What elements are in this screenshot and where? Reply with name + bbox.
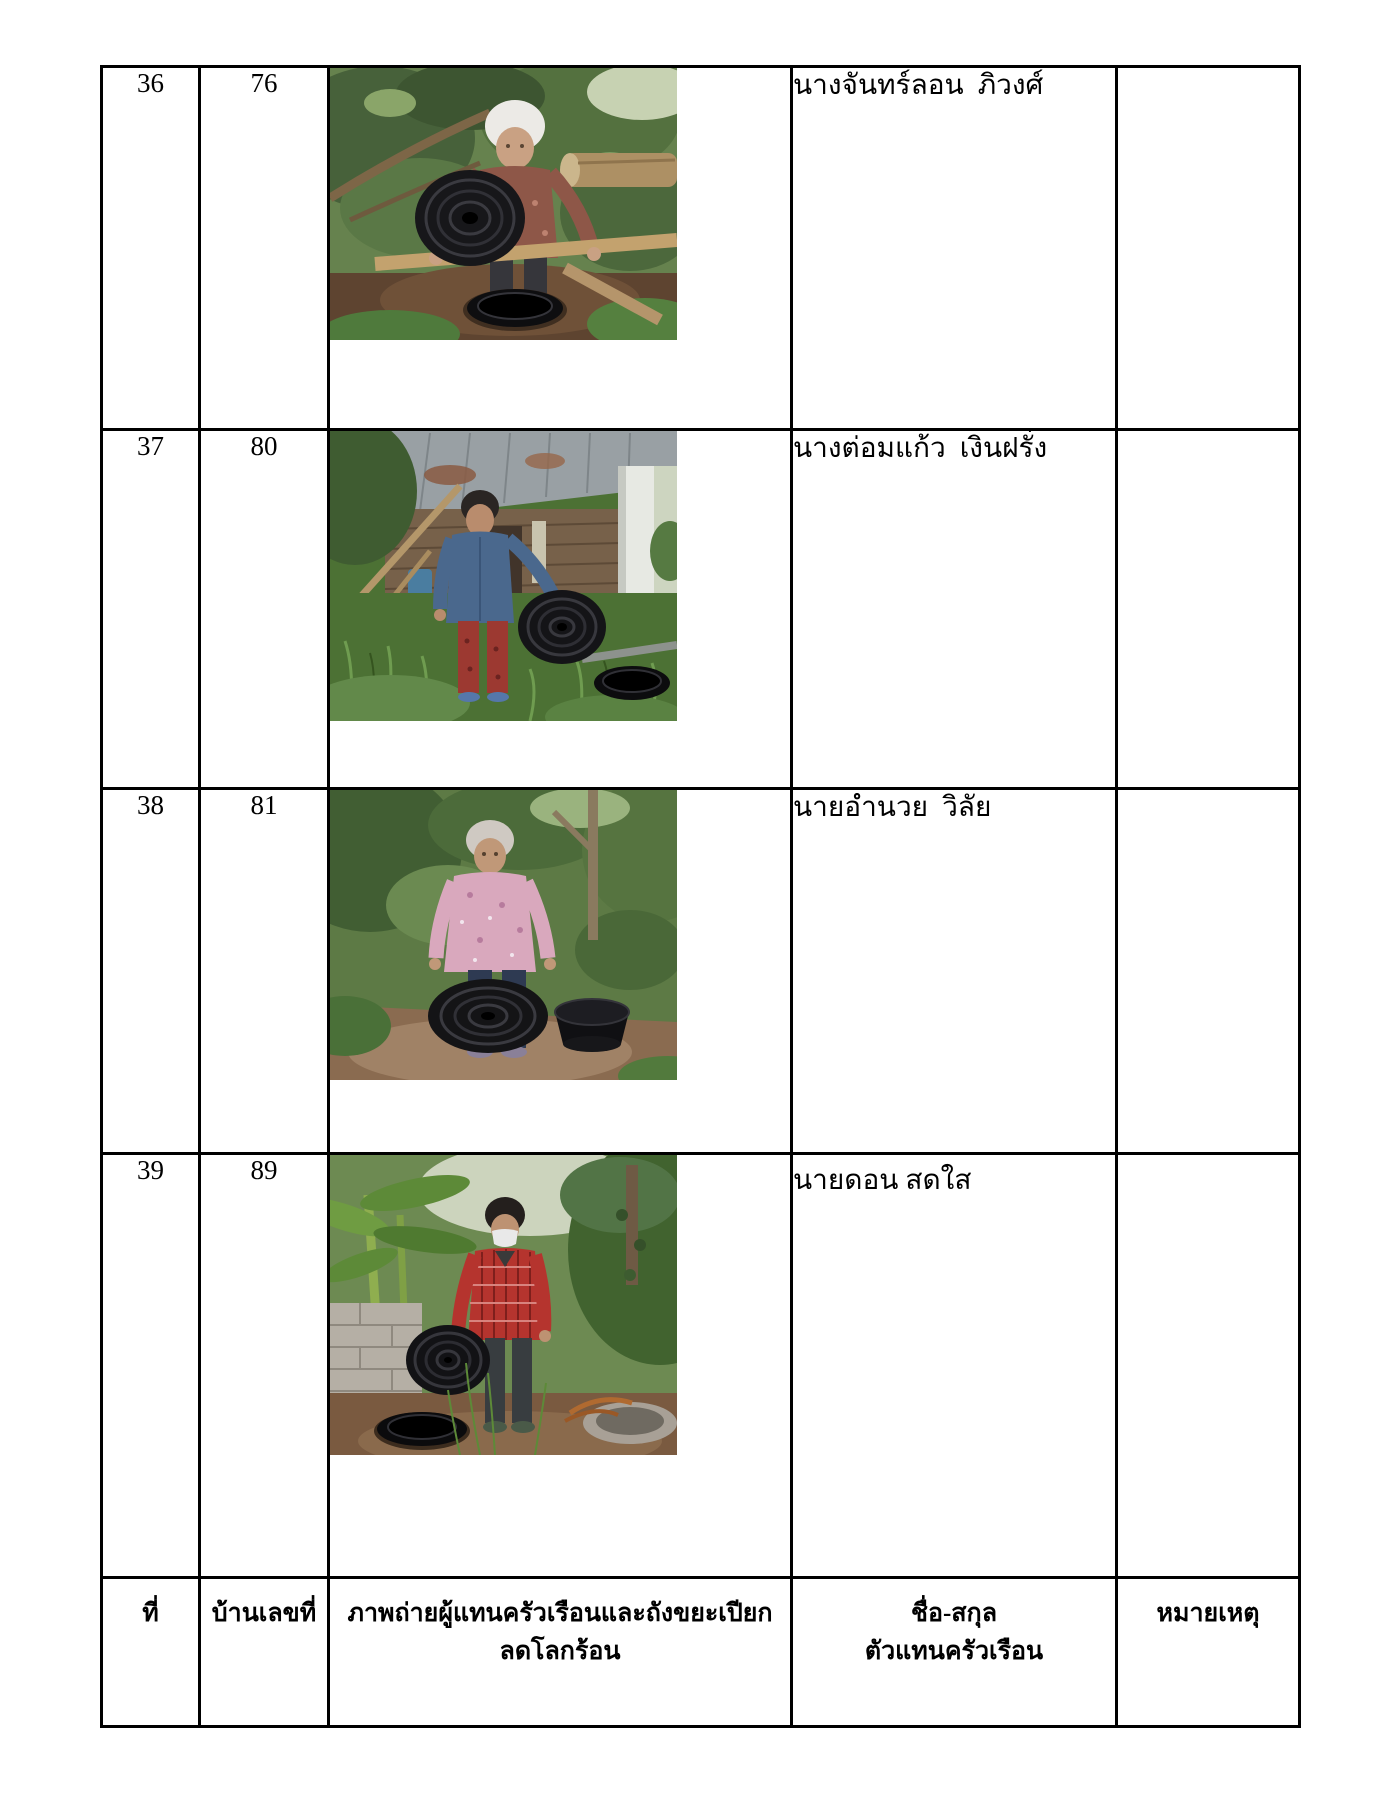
remark-cell bbox=[1117, 430, 1300, 789]
header-no: ที่ bbox=[102, 1578, 200, 1727]
remark-cell bbox=[1117, 67, 1300, 430]
photo-cell bbox=[329, 1154, 792, 1578]
wet-waste-bin-lid-icon bbox=[406, 1325, 490, 1395]
name-cell: นายดอน สดใส bbox=[792, 1154, 1117, 1578]
table-row bbox=[102, 789, 1300, 1154]
header-photo-line1: ภาพถ่ายผู้แทนครัวเรือนและถังขยะเปียก bbox=[347, 1600, 773, 1627]
row-number-cell: 36 bbox=[102, 67, 200, 430]
photo-illustration bbox=[330, 68, 677, 340]
remark-cell bbox=[1117, 789, 1300, 1154]
buried-waste-bucket-icon bbox=[463, 289, 567, 331]
name-cell: นายอำนวย วิลัย bbox=[792, 789, 1117, 1154]
name-cell: นางต่อมแก้ว เงินฝรั่ง bbox=[792, 430, 1117, 789]
header-remark: หมายเหตุ bbox=[1117, 1578, 1300, 1727]
photo-cell bbox=[329, 67, 792, 430]
table-header-row bbox=[102, 1578, 1300, 1727]
table-row bbox=[102, 67, 1300, 430]
wet-waste-bin-lid-icon bbox=[415, 170, 525, 266]
row-number-cell: 39 bbox=[102, 1154, 200, 1578]
header-name-line2: ตัวแทนครัวเรือน bbox=[864, 1638, 1044, 1665]
household-photo bbox=[330, 68, 790, 340]
tree-trunk bbox=[588, 790, 598, 940]
table-row bbox=[102, 1154, 1300, 1578]
waste-bucket-icon bbox=[555, 999, 629, 1052]
header-photo bbox=[329, 1578, 792, 1727]
header-name bbox=[792, 1578, 1117, 1727]
row-number-cell: 38 bbox=[102, 789, 200, 1154]
header-house-no: บ้านเลขที่ bbox=[200, 1578, 329, 1727]
photo-illustration bbox=[330, 431, 677, 721]
remark-cell bbox=[1117, 1154, 1300, 1578]
photo-cell bbox=[329, 430, 792, 789]
wet-waste-bin-lid-icon bbox=[518, 590, 606, 664]
house-number-cell: 80 bbox=[200, 430, 329, 789]
buried-waste-bucket-icon bbox=[594, 666, 670, 700]
photo-illustration bbox=[330, 1155, 677, 1455]
table-row bbox=[102, 430, 1300, 789]
wooden-log bbox=[560, 153, 677, 187]
household-photo bbox=[330, 790, 790, 1080]
household-photo bbox=[330, 1155, 790, 1455]
household-photo bbox=[330, 431, 790, 721]
photo-illustration bbox=[330, 790, 677, 1080]
wet-waste-bin-lid-icon bbox=[428, 979, 548, 1053]
house-number-cell: 89 bbox=[200, 1154, 329, 1578]
concrete-ring bbox=[583, 1402, 677, 1444]
household-photo-table bbox=[100, 65, 1301, 1728]
row-number-cell: 37 bbox=[102, 430, 200, 789]
header-photo-line2: ลดโลกร้อน bbox=[499, 1638, 621, 1665]
header-name-line1: ชื่อ-สกุล bbox=[910, 1600, 998, 1627]
photo-cell bbox=[329, 789, 792, 1154]
face-mask bbox=[492, 1229, 518, 1247]
house-number-cell: 81 bbox=[200, 789, 329, 1154]
house-number-cell: 76 bbox=[200, 67, 329, 430]
name-cell: นางจันทร์ลอน ภิวงศ์ bbox=[792, 67, 1117, 430]
